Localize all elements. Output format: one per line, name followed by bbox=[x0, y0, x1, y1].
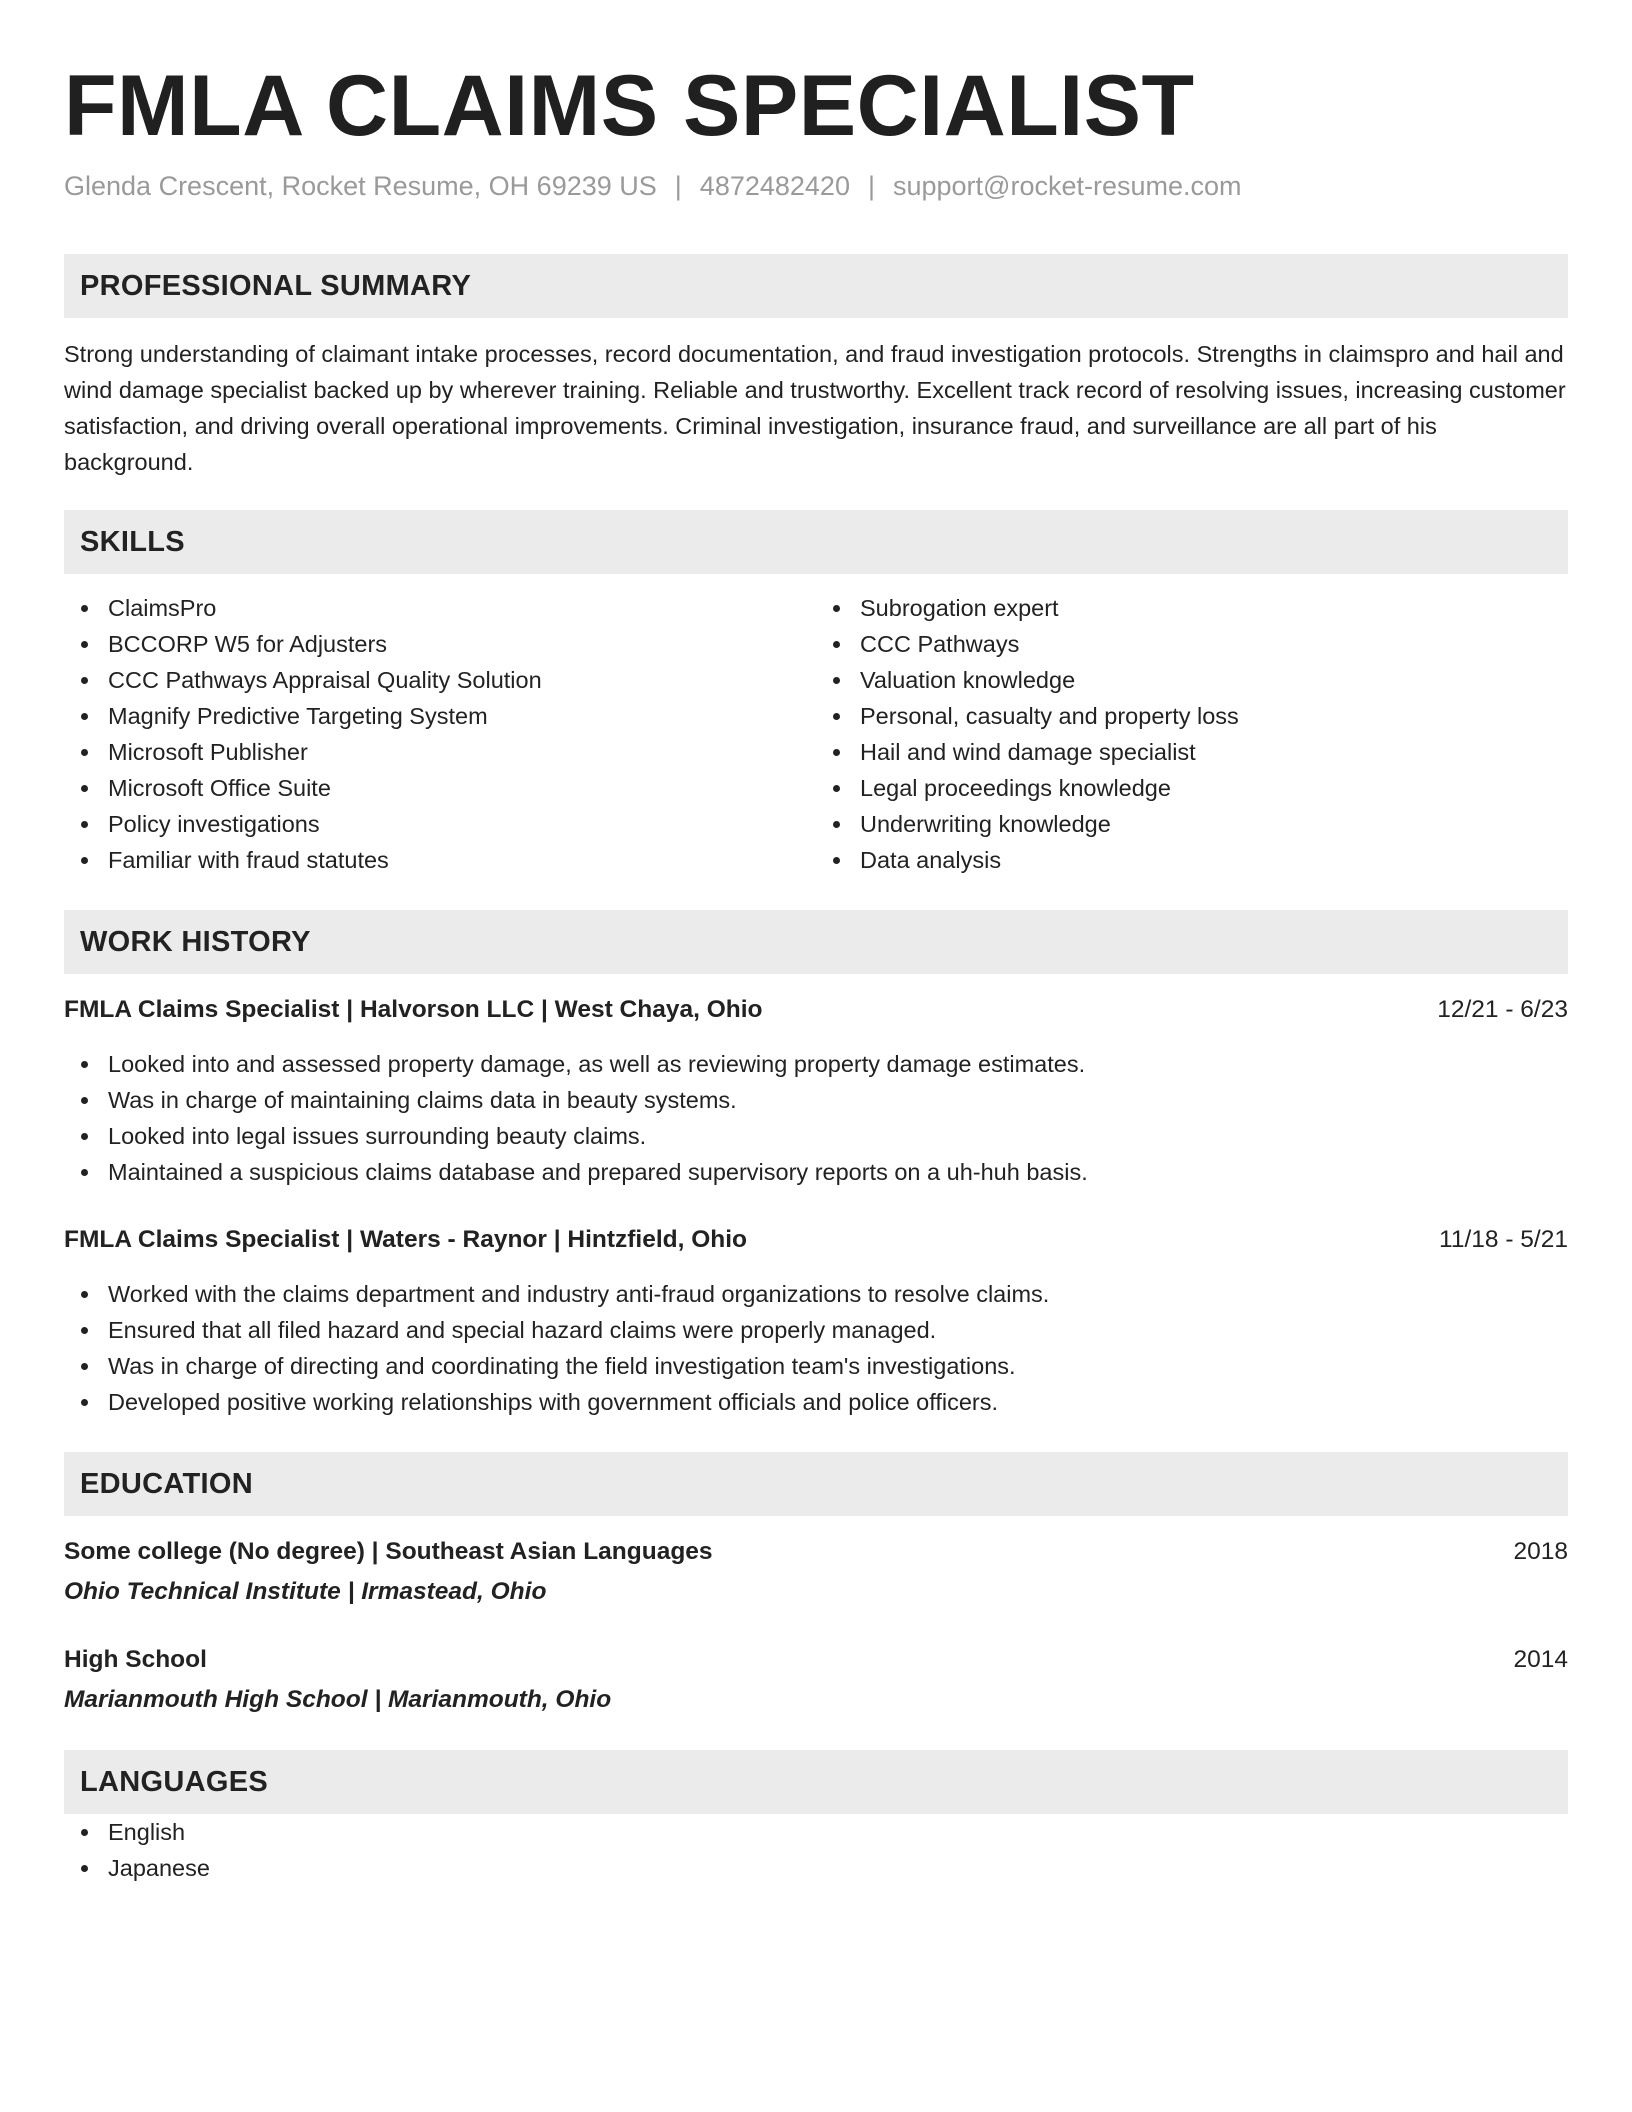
job-bullet: Maintained a suspicious claims database and prepared supervisory reports on a uh-huh basis. bbox=[64, 1154, 1568, 1190]
skills-list-right bbox=[816, 590, 1568, 878]
skills-column-left bbox=[64, 590, 816, 878]
education-header bbox=[64, 1642, 1568, 1678]
summary-heading: PROFESSIONAL SUMMARY bbox=[64, 254, 1568, 318]
job-entry bbox=[64, 992, 1568, 1190]
job-dates: 12/21 - 6/23 bbox=[1437, 996, 1568, 1023]
education-entry bbox=[64, 1534, 1568, 1610]
languages-section bbox=[64, 1750, 1568, 1886]
education-year: 2014 bbox=[1513, 1646, 1568, 1673]
skill-item: BCCORP W5 for Adjusters bbox=[64, 626, 816, 662]
education-school: Ohio Technical Institute | Irmastead, Ohio bbox=[64, 1578, 547, 1605]
skill-item: Microsoft Publisher bbox=[64, 734, 816, 770]
skill-item: Microsoft Office Suite bbox=[64, 770, 816, 806]
skill-item: Valuation knowledge bbox=[816, 662, 1568, 698]
resume-title: FMLA CLAIMS SPECIALIST bbox=[64, 58, 1195, 154]
job-header bbox=[64, 992, 1568, 1028]
summary-section bbox=[64, 254, 1568, 480]
skills-heading: SKILLS bbox=[64, 510, 1568, 574]
education-entry bbox=[64, 1642, 1568, 1718]
language-item: English bbox=[64, 1814, 1568, 1850]
education-heading: EDUCATION bbox=[64, 1452, 1568, 1516]
job-bullet: Looked into and assessed property damage, as well as reviewing property damage estimates. bbox=[64, 1046, 1568, 1082]
job-header bbox=[64, 1222, 1568, 1258]
contact-separator: | bbox=[867, 171, 875, 201]
skill-item: Legal proceedings knowledge bbox=[816, 770, 1568, 806]
education-section bbox=[64, 1452, 1568, 1718]
contact-phone: 4872482420 bbox=[699, 171, 850, 201]
job-title: FMLA Claims Specialist | Waters - Raynor | Hintzfield, Ohio bbox=[64, 1226, 748, 1253]
job-bullet: Looked into legal issues surrounding beauty claims. bbox=[64, 1118, 1568, 1154]
contact-address: Glenda Crescent, Rocket Resume, OH 69239 US bbox=[64, 171, 657, 201]
skills-grid bbox=[64, 590, 1568, 878]
education-year: 2018 bbox=[1513, 1538, 1568, 1565]
skill-item: Policy investigations bbox=[64, 806, 816, 842]
job-entry bbox=[64, 1222, 1568, 1420]
job-bullet: Was in charge of maintaining claims data in beauty systems. bbox=[64, 1082, 1568, 1118]
skill-item: Hail and wind damage specialist bbox=[816, 734, 1568, 770]
job-bullet: Ensured that all filed hazard and special hazard claims were properly managed. bbox=[64, 1312, 1568, 1348]
skill-item: Underwriting knowledge bbox=[816, 806, 1568, 842]
work-section bbox=[64, 910, 1568, 1420]
job-title: FMLA Claims Specialist | Halvorson LLC | West Chaya, Ohio bbox=[64, 996, 763, 1023]
job-bullet: Worked with the claims department and industry anti-fraud organizations to resolve claims. bbox=[64, 1276, 1568, 1312]
job-bullets bbox=[64, 1046, 1568, 1190]
skill-item: Data analysis bbox=[816, 842, 1568, 878]
education-degree: Some college (No degree) | Southeast Asian Languages bbox=[64, 1538, 713, 1565]
skill-item: CCC Pathways Appraisal Quality Solution bbox=[64, 662, 816, 698]
skill-item: Personal, casualty and property loss bbox=[816, 698, 1568, 734]
skill-item: Subrogation expert bbox=[816, 590, 1568, 626]
work-heading: WORK HISTORY bbox=[64, 910, 1568, 974]
skill-item: Familiar with fraud statutes bbox=[64, 842, 816, 878]
skills-list-left bbox=[64, 590, 816, 878]
contact-email: support@rocket-resume.com bbox=[892, 171, 1242, 201]
job-bullet: Was in charge of directing and coordinating the field investigation team's investigations. bbox=[64, 1348, 1568, 1384]
skill-item: ClaimsPro bbox=[64, 590, 816, 626]
education-degree: High School bbox=[64, 1646, 207, 1673]
education-header bbox=[64, 1534, 1568, 1570]
job-bullets bbox=[64, 1276, 1568, 1420]
skills-section bbox=[64, 510, 1568, 878]
skills-column-right bbox=[816, 590, 1568, 878]
job-dates: 11/18 - 5/21 bbox=[1439, 1226, 1568, 1253]
contact-line bbox=[64, 168, 1568, 204]
contact-separator: | bbox=[674, 171, 682, 201]
summary-text: Strong understanding of claimant intake processes, record documentation, and fraud investigation protocols. Strengths in claimspro and hail and wind damage specialist backed up by wherever training. Reliable and trustworthy. Excellent track record of resolving issues, increasing customer satisfaction, and driving overall operational improvements. Criminal investigation, insurance fraud, and surveillance are all part of his background. bbox=[64, 341, 1566, 475]
skill-item: CCC Pathways bbox=[816, 626, 1568, 662]
languages-heading: LANGUAGES bbox=[64, 1750, 1568, 1814]
education-school: Marianmouth High School | Marianmouth, Ohio bbox=[64, 1686, 612, 1713]
skill-item: Magnify Predictive Targeting System bbox=[64, 698, 816, 734]
language-item: Japanese bbox=[64, 1850, 1568, 1886]
job-bullet: Developed positive working relationships with government officials and police officers. bbox=[64, 1384, 1568, 1420]
languages-list bbox=[64, 1814, 1568, 1886]
